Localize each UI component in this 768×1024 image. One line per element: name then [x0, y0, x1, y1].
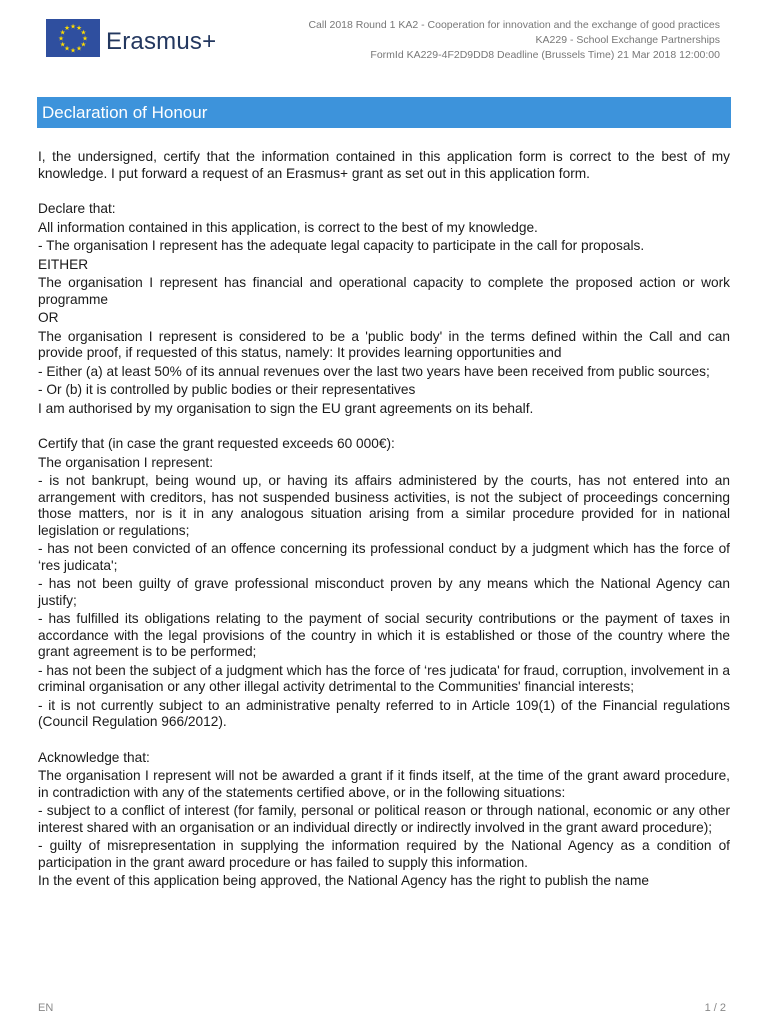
star-icon: ★	[59, 29, 66, 37]
certify-line: - has not been the subject of a judgment which has the force of ‘res judicata' for fraud, corruption, involvement in a criminal organisation or any other illegal activity detrimental to the Communities' financial interests;	[38, 662, 730, 694]
language-code: EN	[38, 1002, 54, 1014]
eu-flag-icon	[46, 19, 100, 57]
certify-line: The organisation I represent:	[38, 454, 213, 470]
declare-line: All information contained in this application, is correct to the best of my knowledge.	[38, 219, 538, 235]
declare-line: OR	[38, 310, 59, 325]
acknowledge-line: Acknowledge that:	[38, 749, 150, 765]
star-icon: ★	[58, 35, 64, 43]
star-icon: ★	[70, 47, 76, 55]
declare-line: The organisation I represent has financial and operational capacity to complete the proposed action or work programme	[38, 275, 730, 307]
certify-line: - has not been guilty of grave professional misconduct proven by any means which the National Agency can justify;	[38, 576, 730, 608]
action-line: KA229 - School Exchange Partnerships	[535, 34, 720, 46]
declare-block	[38, 201, 730, 417]
star-icon: ★	[64, 24, 70, 32]
acknowledge-block	[38, 750, 730, 890]
section-title: Declaration of Honour	[42, 103, 208, 122]
declare-line: Declare that:	[38, 201, 116, 216]
acknowledge-line: - subject to a conflict of interest (for family, personal or political reason or through national, economic or any other interest shared with an organisation or an individual directly or indirectly involved in the grant award procedure);	[38, 803, 730, 835]
section-header	[37, 97, 731, 128]
star-icon: ★	[64, 45, 70, 53]
acknowledge-line: In the event of this application being approved, the National Agency has the right to publish the name	[38, 873, 650, 888]
certify-line: - has fulfilled its obligations relating to the payment of social security contributions or the payment of taxes in accordance with the legal provisions of the country in which it is established or those of the country where the grant agreement is to be performed;	[38, 611, 730, 659]
certify-line: - has not been convicted of an offence concerning its professional conduct by a judgment which has the force of ‘res judicata';	[38, 541, 730, 573]
star-icon: ★	[82, 35, 88, 43]
declare-line: I am authorised by my organisation to sign the EU grant agreements on its behalf.	[38, 400, 534, 416]
erasmus-logo	[46, 19, 236, 61]
star-icon: ★	[76, 24, 82, 32]
call-metadata	[308, 18, 720, 63]
declare-line: - The organisation I represent has the adequate legal capacity to participate in the call for proposals.	[38, 238, 645, 253]
brand-name: Erasmus+	[106, 28, 217, 55]
form-id-line: FormId KA229-4F2D9DD8 Deadline (Brussels Time) 21 Mar 2018 12:00:00	[370, 49, 720, 61]
declare-line: The organisation I represent is considered to be a 'public body' in the terms defined within the Call and can provide proof, if requested of this status, namely: It provides learning opportunities and	[38, 328, 730, 360]
certify-line: Certify that (in case the grant requested exceeds 60 000€):	[38, 436, 395, 451]
declare-line: - Either (a) at least 50% of its annual revenues over the last two years have been received from public sources;	[38, 363, 710, 379]
declare-line: EITHER	[38, 256, 89, 272]
declaration-body	[38, 149, 730, 892]
star-icon: ★	[76, 45, 82, 53]
acknowledge-line: - guilty of misrepresentation in supplying the information required by the National Agency as a condition of participation in the grant award procedure or has failed to supply this information.	[38, 838, 730, 870]
call-line: Call 2018 Round 1 KA2 - Cooperation for innovation and the exchange of good practices	[308, 19, 720, 31]
certify-block	[38, 436, 730, 731]
page-number: 1 / 2	[704, 1002, 726, 1014]
certify-line: - is not bankrupt, being wound up, or having its affairs administered by the courts, has not entered into an arrangement with creditors, has not suspended business activities, is not the subject of proceedings concerning those matters, nor is it in any analogous situation arising from a similar procedure provided for in national legislation or regulations;	[38, 473, 730, 538]
star-icon: ★	[70, 23, 76, 31]
intro-paragraph: I, the undersigned, certify that the information contained in this application form is correct to the best of my knowledge. I put forward a request of an Erasmus+ grant as set out in this application form.	[38, 149, 730, 181]
acknowledge-line: The organisation I represent will not be awarded a grant if it finds itself, at the time of the grant award procedure, in contradiction with any of the statements certified above, or in the following situations:	[38, 768, 730, 800]
star-icon: ★	[80, 41, 87, 49]
star-icon: ★	[59, 41, 66, 49]
declare-line: - Or (b) it is controlled by public bodies or their representatives	[38, 382, 416, 397]
star-icon: ★	[80, 29, 87, 37]
certify-line: - it is not currently subject to an administrative penalty referred to in Article 109(1) of the Financial regulations (Council Regulation 966/2012).	[38, 697, 730, 729]
